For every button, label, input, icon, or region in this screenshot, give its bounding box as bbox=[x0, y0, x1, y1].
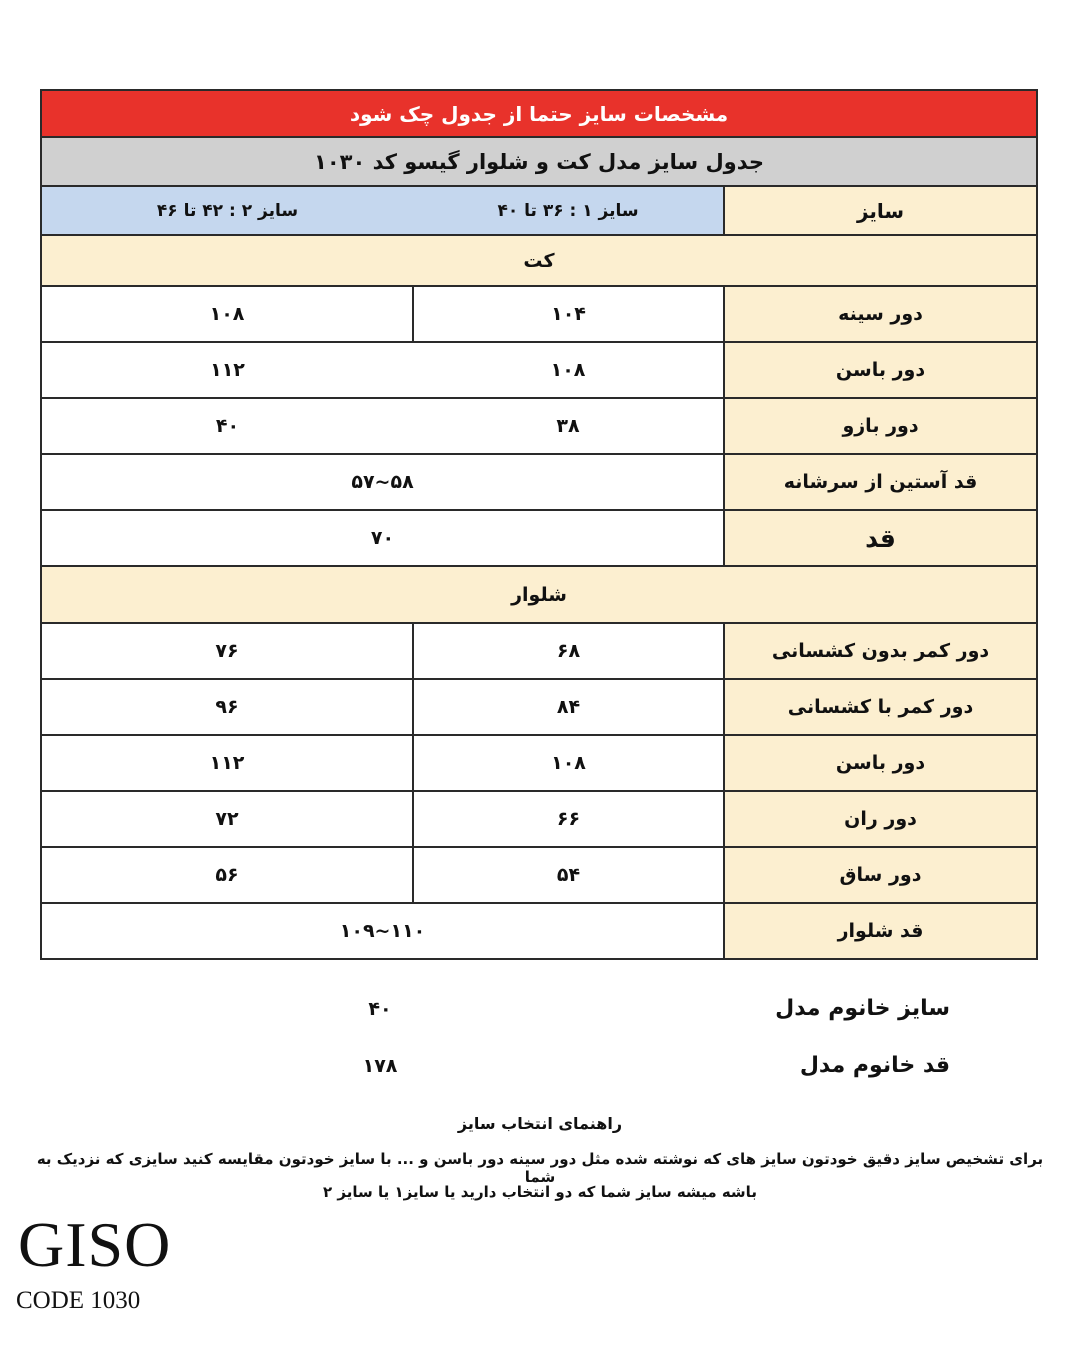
size2-value: ۱۱۲ bbox=[41, 342, 413, 398]
giso-logo: GISO bbox=[18, 1209, 172, 1280]
pants-section-title: شلوار bbox=[41, 566, 1037, 623]
row-label: قد شلوار bbox=[724, 903, 1037, 959]
size2-header: سایز ۲ : ۴۲ تا ۴۶ bbox=[41, 186, 413, 235]
row-label: دور باسن bbox=[724, 342, 1037, 398]
shared-value: ۵۸~۵۷ bbox=[41, 454, 724, 510]
model-height-value: ۱۷۸ bbox=[362, 1055, 398, 1077]
banner-row bbox=[41, 90, 1037, 137]
size1-value: ۱۰۸ bbox=[413, 342, 724, 398]
model-height-row bbox=[0, 1053, 1080, 1093]
jacket-section-title: کت bbox=[41, 235, 1037, 286]
size-table bbox=[40, 89, 1038, 960]
row-label: دور بازو bbox=[724, 398, 1037, 454]
size2-value: ۷۶ bbox=[41, 623, 413, 679]
size2-value: ۴۰ bbox=[41, 398, 413, 454]
table-row bbox=[41, 286, 1037, 342]
size2-value: ۹۶ bbox=[41, 679, 413, 735]
model-height-label: قد خانوم مدل bbox=[799, 1053, 950, 1078]
table-row bbox=[41, 342, 1037, 398]
size1-value: ۱۰۴ bbox=[413, 286, 724, 342]
table-row bbox=[41, 903, 1037, 959]
product-code: CODE 1030 bbox=[16, 1287, 141, 1314]
size-header-label: سایز bbox=[724, 186, 1037, 235]
row-label: دور ساق bbox=[724, 847, 1037, 903]
guide-title: راهنمای انتخاب سایز bbox=[457, 1114, 623, 1133]
table-row bbox=[41, 735, 1037, 791]
row-label: دور کمر بدون کشسانی bbox=[724, 623, 1037, 679]
size2-value: ۱۱۲ bbox=[41, 735, 413, 791]
table-row bbox=[41, 679, 1037, 735]
size-header-row bbox=[41, 186, 1037, 235]
shared-value: ۷۰ bbox=[41, 510, 724, 566]
size1-value: ۱۰۸ bbox=[413, 735, 724, 791]
size1-value: ۸۴ bbox=[413, 679, 724, 735]
table-row bbox=[41, 791, 1037, 847]
size2-value: ۱۰۸ bbox=[41, 286, 413, 342]
size2-value: ۵۶ bbox=[41, 847, 413, 903]
banner-text: مشخصات سایز حتما از جدول چک شود bbox=[41, 90, 1037, 137]
model-size-label: سایز خانوم مدل bbox=[775, 996, 950, 1021]
size1-value: ۶۸ bbox=[413, 623, 724, 679]
size2-value: ۷۲ bbox=[41, 791, 413, 847]
table-row bbox=[41, 847, 1037, 903]
size1-value: ۵۴ bbox=[413, 847, 724, 903]
size1-header: سایز ۱ : ۳۶ تا ۴۰ bbox=[413, 186, 724, 235]
table-title: جدول سایز مدل کت و شلوار گیسو کد ۱۰۳۰ bbox=[41, 137, 1037, 186]
table-row bbox=[41, 398, 1037, 454]
model-size-row bbox=[0, 996, 1080, 1036]
table-row bbox=[41, 623, 1037, 679]
row-label: دور باسن bbox=[724, 735, 1037, 791]
table-row bbox=[41, 510, 1037, 566]
jacket-section-row bbox=[41, 235, 1037, 286]
row-label: قد آستین از سرشانه bbox=[724, 454, 1037, 510]
size1-value: ۶۶ bbox=[413, 791, 724, 847]
title-row bbox=[41, 137, 1037, 186]
guide-line-1: برای تشخیص سایز دقیق خودتون سایز های که نوشته شده مثل دور سینه دور باسن و ... با سایز خودتون مقایسه کنید سایزی که نزدیک به شما bbox=[36, 1150, 1044, 1186]
row-label: دور کمر با کشسانی bbox=[724, 679, 1037, 735]
model-size-value: ۴۰ bbox=[368, 998, 392, 1020]
row-label: قد bbox=[724, 510, 1037, 566]
shared-value: ۱۱۰~۱۰۹ bbox=[41, 903, 724, 959]
table-row bbox=[41, 454, 1037, 510]
pants-section-row bbox=[41, 566, 1037, 623]
row-label: دور سینه bbox=[724, 286, 1037, 342]
size1-value: ۳۸ bbox=[413, 398, 724, 454]
guide-line-2: باشه میشه سایز شما که دو انتخاب دارید یا سایز۱ یا سایز ۲ bbox=[323, 1183, 757, 1201]
row-label: دور ران bbox=[724, 791, 1037, 847]
